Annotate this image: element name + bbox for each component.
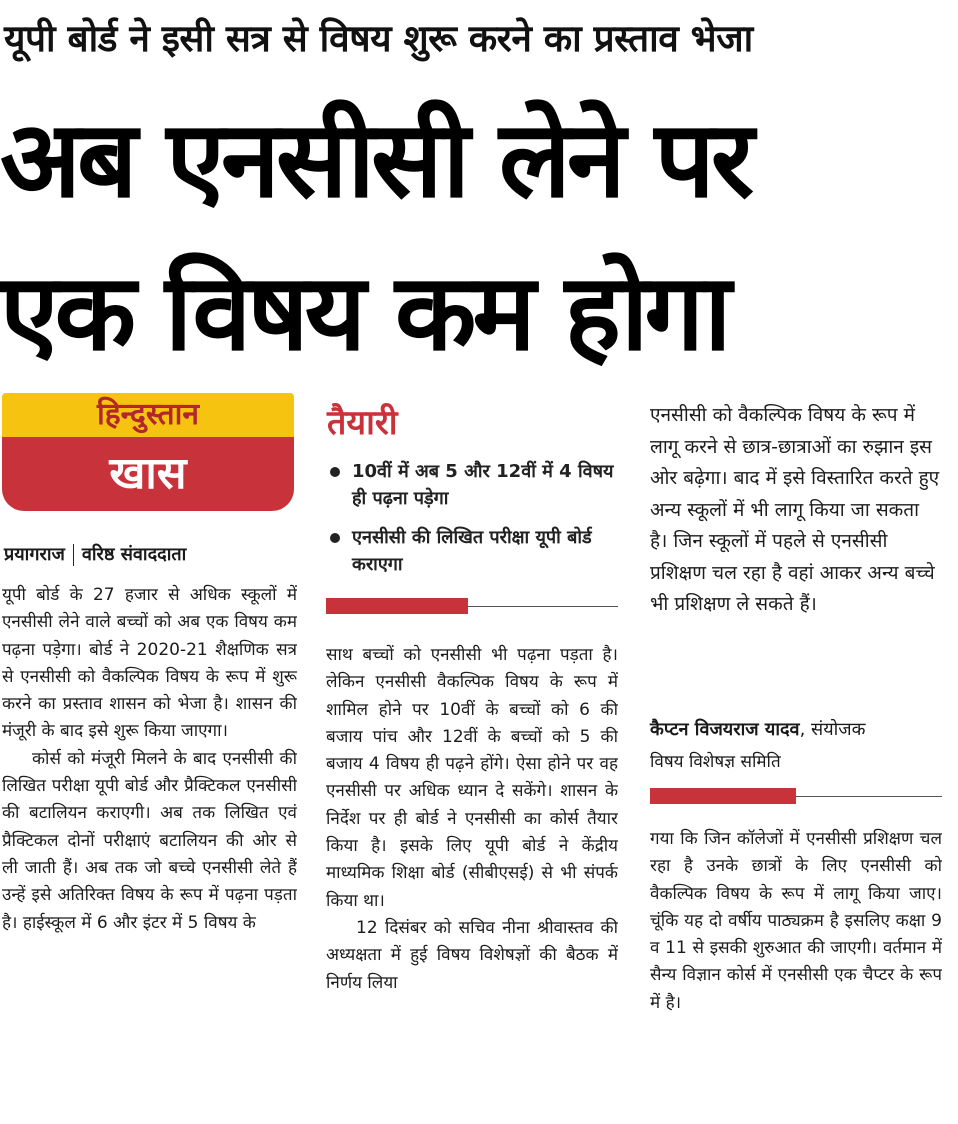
brand-bottom-label: खास	[2, 437, 294, 511]
quote-role: , संयोजक	[799, 719, 866, 740]
hindustan-khaas-logo	[2, 393, 294, 511]
quote-text: एनसीसी को वैकल्पिक विषय के रूप में लागू करने से छात्र-छात्राओं का रुझान इस ओर बढ़ेगा। बाद में इसे विस्तारित करते हुए अन्य स्कूलों में भी लागू किया जा सकता है। जिन स्कूलों में पहले से एनसीसी प्रशिक्षण चल रहा है वहां आकर अन्य बच्चे भी प्रशिक्षण ले सकते हैं।	[650, 404, 940, 615]
byline-divider	[73, 544, 74, 566]
byline-place: प्रयागराज	[4, 544, 65, 565]
section-divider	[650, 788, 942, 804]
article-column-2	[326, 642, 618, 1122]
column2-paragraph-1: साथ बच्चों को एनसीसी भी पढ़ना पड़ता है। लेकिन एनसीसी वैकल्पिक विषय के रूप में शामिल होने पर 10वीं के बच्चों को 6 की बजाय पांच और 12वीं के बच्चों को 5 की बजाय 4 विषय ही पढ़ने होंगे। ऐसा होने पर वह एनसीसी पर अधिक ध्यान दे सकेंगे। शासन के निर्देश पर ही बोर्ड ने एनसीसी का कोर्स तैयार किया है। इसके लिए यूपी बोर्ड ने केंद्रीय माध्यमिक शिक्षा बोर्ड (सीबीएसई) से भी संपर्क किया था।	[326, 645, 618, 911]
quote-attribution	[650, 716, 946, 744]
byline-reporter: वरिष्ठ संवाददाता	[81, 544, 187, 565]
article-column-1	[2, 582, 297, 1122]
bullet-icon	[330, 467, 340, 477]
sidebar-point: एनसीसी की लिखित परीक्षा यूपी बोर्ड कराएगा	[330, 524, 620, 578]
headline-line-1: अब एनसीसी लेने पर	[0, 98, 751, 221]
sidebar-point: 10वीं में अब 5 और 12वीं में 4 विषय ही पढ़ना पड़ेगा	[330, 458, 620, 512]
article-column-3	[650, 826, 942, 1122]
quote-name: कैप्टन विजयराज यादव	[650, 719, 800, 740]
column1-paragraph-1: यूपी बोर्ड के 27 हजार से अधिक स्कूलों में एनसीसी लेने वाले बच्चों को अब एक विषय कम पढ़ना पड़ेगा। बोर्ड ने 2020-21 शैक्षणिक सत्र से एनसीसी को वैकल्पिक विषय के रूप में शुरू करने का प्रस्ताव शासन को भेजा है। शासन की मंजूरी के बाद इसे शुरू किया जाएगा।	[2, 585, 297, 742]
sidebar-title: तैयारी	[327, 403, 398, 443]
column3-paragraph-1: गया कि जिन कॉलेजों में एनसीसी प्रशिक्षण चल रहा है उनके छात्रों के लिए एनसीसी को वैकल्पिक विषय के रूप में लागू किया जाए। चूंकि यह दो वर्षीय पाठ्यक्रम है इसलिए कक्षा 9 व 11 से इसकी शुरुआत की जाएगी। वर्तमान में सैन्य विज्ञान कोर्स में एनसीसी एक चैप्टर के रूप में है।	[650, 829, 942, 1013]
bullet-icon	[330, 533, 340, 543]
section-divider	[326, 598, 618, 614]
kicker-headline: यूपी बोर्ड ने इसी सत्र से विषय शुरू करने का प्रस्ताव भेजा	[4, 17, 753, 60]
quote-role-line-2: विषय विशेषज्ञ समिति	[650, 752, 781, 772]
headline-line-2: एक विषय कम होगा	[0, 251, 728, 374]
brand-top-label: हिन्दुस्तान	[2, 393, 294, 437]
column1-paragraph-2: कोर्स को मंजूरी मिलने के बाद एनसीसी की लिखित परीक्षा यूपी बोर्ड और प्रैक्टिकल एनसीसी की बटालियन कराएगी। अब तक लिखित एवं प्रैक्टिकल दोनों परीक्षाएं बटालियन की ओर से ली जाती हैं। अब तक जो बच्चे एनसीसी लेते हैं उन्हें इसे अतिरिक्त विषय के रूप में पढ़ना पड़ता है। हाईस्कूल में 6 और इंटर में 5 विषय के	[2, 748, 297, 933]
byline	[4, 540, 296, 570]
column2-paragraph-2: 12 दिसंबर को सचिव नीना श्रीवास्तव की अध्यक्षता में हुई विषय विशेषज्ञों की बैठक में निर्णय लिया	[326, 917, 618, 993]
sidebar-points	[330, 458, 620, 590]
